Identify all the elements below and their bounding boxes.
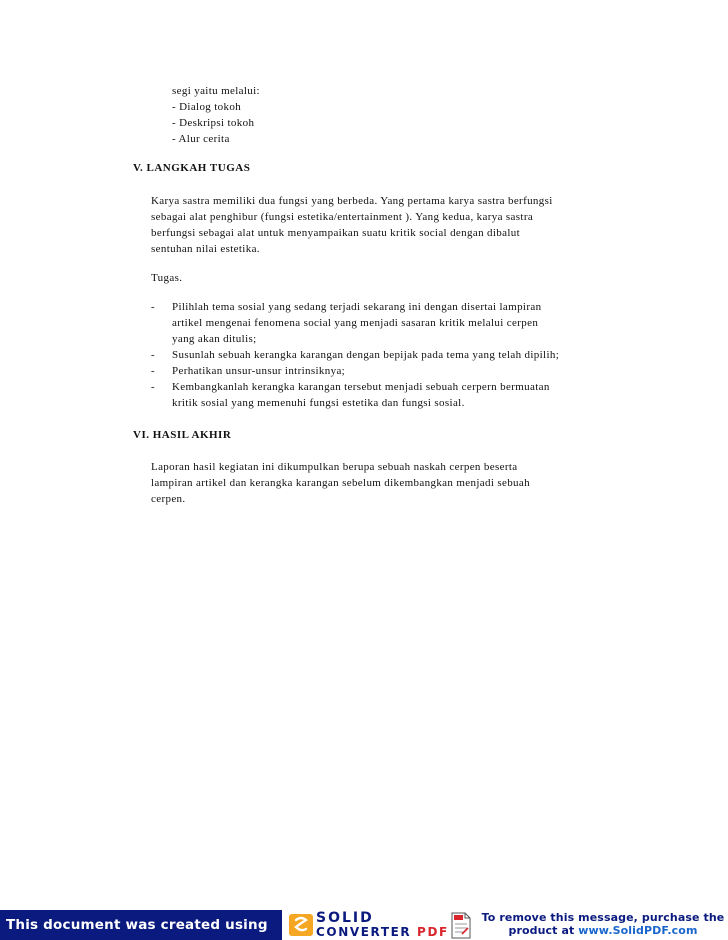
pdf-document-icon <box>450 910 472 940</box>
logo-mark-icon <box>288 913 314 937</box>
paragraph-line: lampiran artikel dan kerangka karangan sebelum dikembangkan menjadi sebuah <box>151 477 530 489</box>
logo-pdf-word: PDF <box>417 925 449 939</box>
logo-converter-word: CONVERTER <box>316 925 412 939</box>
footer-message-line1: To remove this message, purchase the <box>481 911 725 924</box>
bullet-dash: - <box>151 381 156 393</box>
section-heading-hasil-akhir: VI. HASIL AKHIR <box>133 429 232 441</box>
section-heading-langkah-tugas: V. LANGKAH TUGAS <box>133 162 251 174</box>
logo-converter-text <box>316 925 449 939</box>
solid-converter-logo <box>288 910 474 940</box>
paragraph-line: sentuhan nilai estetika. <box>151 243 260 255</box>
intro-item: - Alur cerita <box>172 133 230 145</box>
paragraph-line: sebagai alat penghibur (fungsi estetika/entertainment ). Yang kedua, karya sastra <box>151 211 534 223</box>
paragraph-line: cerpen. <box>151 493 186 505</box>
watermark-footer <box>0 908 728 940</box>
list-item-line: Kembangkanlah kerangka karangan tersebut menjadi sebuah cerpern bermuatan <box>172 381 550 393</box>
footer-message-line2 <box>478 924 728 937</box>
tugas-label: Tugas. <box>151 272 183 284</box>
intro-text: segi yaitu melalui: <box>172 85 260 97</box>
intro-item: - Deskripsi tokoh <box>172 117 255 129</box>
list-item-line: kritik sosial yang memenuhi fungsi estetika dan fungsi sosial. <box>172 397 465 409</box>
bullet-dash: - <box>151 301 156 313</box>
list-item-line: Perhatikan unsur-unsur intrinsiknya; <box>172 365 346 377</box>
footer-remove-message <box>478 911 728 939</box>
logo-solid-text: SOLID <box>316 910 374 926</box>
intro-item: - Dialog tokoh <box>172 101 242 113</box>
paragraph-line: berfungsi sebagai alat untuk menyampaikan suatu kritik social dengan dibalut <box>151 227 521 239</box>
list-item-line: Pilihlah tema sosial yang sedang terjadi sekarang ini dengan disertai lampiran <box>172 301 542 313</box>
paragraph-line: Karya sastra memiliki dua fungsi yang berbeda. Yang pertama karya sastra berfungsi <box>151 195 553 207</box>
paragraph-line: Laporan hasil kegiatan ini dikumpulkan berupa sebuah naskah cerpen beserta <box>151 461 518 473</box>
list-item-line: artikel mengenai fenomena social yang menjadi sasaran kritik melalui cerpen <box>172 317 539 329</box>
list-item-line: yang akan ditulis; <box>172 333 257 345</box>
list-item-line: Susunlah sebuah kerangka karangan dengan bepijak pada tema yang telah dipilih; <box>172 349 560 361</box>
footer-message-prefix: product at <box>508 924 579 937</box>
bullet-dash: - <box>151 349 156 361</box>
bullet-dash: - <box>151 365 156 377</box>
footer-created-using-text: This document was created using <box>0 910 282 940</box>
solidpdf-link[interactable]: www.SolidPDF.com <box>578 924 698 937</box>
